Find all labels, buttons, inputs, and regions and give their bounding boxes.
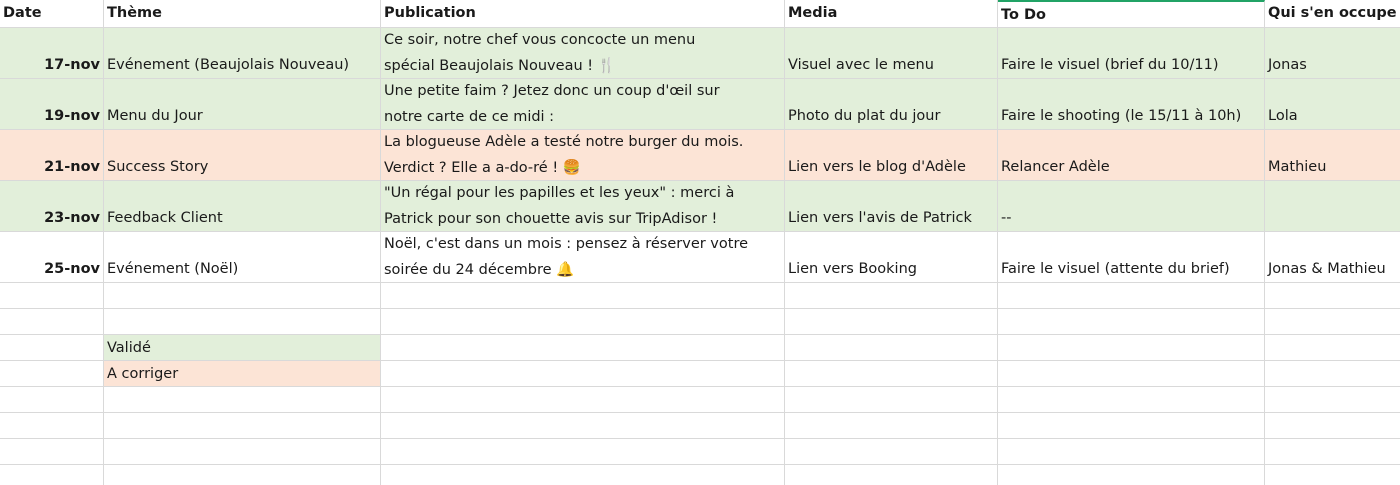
- todo-value: Faire le visuel (attente du brief): [1001, 261, 1230, 277]
- publication-line: Verdict ? Elle a a-do-ré ! 🍔: [384, 159, 581, 176]
- empty-cell[interactable]: [381, 309, 785, 335]
- header-owner[interactable]: Qui s'en occupe: [1265, 0, 1400, 28]
- media-value: Lien vers l'avis de Patrick: [788, 210, 972, 226]
- empty-cell[interactable]: [0, 335, 104, 361]
- media-cell[interactable]: [785, 28, 998, 79]
- empty-cell[interactable]: [1265, 387, 1400, 413]
- empty-cell[interactable]: [381, 465, 785, 485]
- theme-value: Success Story: [107, 159, 209, 175]
- media-cell[interactable]: [785, 130, 998, 181]
- empty-cell[interactable]: [0, 413, 104, 439]
- theme-cell[interactable]: [104, 28, 381, 79]
- todo-cell[interactable]: [998, 130, 1265, 181]
- empty-cell[interactable]: [785, 309, 998, 335]
- theme-cell[interactable]: [104, 232, 381, 283]
- legend-to-correct[interactable]: A corriger: [104, 361, 381, 387]
- theme-cell[interactable]: [104, 181, 381, 232]
- media-value: Visuel avec le menu: [788, 57, 934, 73]
- date-value: 17-nov: [44, 57, 100, 73]
- legend-row: [0, 361, 1400, 387]
- table-row: [0, 79, 1400, 130]
- owner-value: Jonas & Mathieu: [1268, 261, 1386, 277]
- empty-row: [0, 439, 1400, 465]
- empty-cell[interactable]: [381, 413, 785, 439]
- theme-value: Menu du Jour: [107, 108, 203, 124]
- empty-cell[interactable]: [1265, 309, 1400, 335]
- owner-value: Lola: [1268, 108, 1298, 124]
- publication-cell[interactable]: [381, 232, 785, 283]
- header-media[interactable]: Media: [785, 0, 998, 28]
- empty-cell[interactable]: [104, 283, 381, 309]
- publication-line: La blogueuse Adèle a testé notre burger du mois.: [384, 134, 744, 150]
- empty-cell[interactable]: [1265, 413, 1400, 439]
- empty-cell[interactable]: [785, 283, 998, 309]
- empty-cell[interactable]: [0, 465, 104, 485]
- publication-line: Noël, c'est dans un mois : pensez à réserver votre: [384, 236, 749, 252]
- empty-cell[interactable]: [1265, 439, 1400, 465]
- theme-value: Evénement (Beaujolais Nouveau): [107, 57, 350, 73]
- todo-cell[interactable]: [998, 28, 1265, 79]
- media-cell[interactable]: [785, 232, 998, 283]
- empty-row: [0, 283, 1400, 309]
- media-value: Lien vers Booking: [788, 261, 917, 277]
- empty-cell[interactable]: [998, 283, 1265, 309]
- legend-row: [0, 335, 1400, 361]
- table-row: [0, 130, 1400, 181]
- empty-cell[interactable]: [785, 361, 998, 387]
- empty-cell[interactable]: [381, 361, 785, 387]
- todo-value: --: [1001, 210, 1012, 226]
- empty-row: [0, 465, 1400, 485]
- theme-value: Evénement (Noël): [107, 261, 239, 277]
- empty-cell[interactable]: [104, 439, 381, 465]
- empty-cell[interactable]: [1265, 283, 1400, 309]
- publication-line: Ce soir, notre chef vous concocte un menu: [384, 32, 696, 48]
- empty-row: [0, 413, 1400, 439]
- empty-cell[interactable]: [0, 361, 104, 387]
- empty-cell[interactable]: [1265, 361, 1400, 387]
- publication-cell[interactable]: [381, 181, 785, 232]
- theme-value: Feedback Client: [107, 210, 223, 226]
- empty-cell[interactable]: [0, 283, 104, 309]
- todo-value: Relancer Adèle: [1001, 159, 1110, 175]
- empty-cell[interactable]: [0, 387, 104, 413]
- empty-cell[interactable]: [998, 439, 1265, 465]
- table-row: [0, 28, 1400, 79]
- publication-cell[interactable]: [381, 79, 785, 130]
- empty-cell[interactable]: [1265, 335, 1400, 361]
- publication-line: spécial Beaujolais Nouveau ! 🍴: [384, 57, 616, 74]
- date-value: 19-nov: [44, 108, 100, 124]
- empty-cell[interactable]: [785, 465, 998, 485]
- header-date[interactable]: Date: [0, 0, 104, 28]
- empty-cell[interactable]: [381, 335, 785, 361]
- empty-cell[interactable]: [0, 439, 104, 465]
- table-row: [0, 232, 1400, 283]
- empty-cell[interactable]: [785, 387, 998, 413]
- empty-cell[interactable]: [104, 413, 381, 439]
- date-value: 23-nov: [44, 210, 100, 226]
- publication-line: Patrick pour son chouette avis sur TripAdisor !: [384, 210, 718, 227]
- media-value: Lien vers le blog d'Adèle: [788, 159, 966, 175]
- todo-cell[interactable]: [998, 79, 1265, 130]
- media-value: Photo du plat du jour: [788, 108, 941, 124]
- owner-cell[interactable]: [1265, 28, 1400, 79]
- theme-cell[interactable]: [104, 79, 381, 130]
- legend-validated[interactable]: Validé: [104, 335, 381, 361]
- owner-cell[interactable]: [1265, 232, 1400, 283]
- publication-cell[interactable]: [381, 28, 785, 79]
- empty-row: [0, 309, 1400, 335]
- date-cell[interactable]: [0, 181, 104, 232]
- empty-cell[interactable]: [785, 439, 998, 465]
- empty-cell[interactable]: [998, 361, 1265, 387]
- empty-cell[interactable]: [104, 387, 381, 413]
- empty-cell[interactable]: [785, 335, 998, 361]
- empty-cell[interactable]: [104, 465, 381, 485]
- date-value: 25-nov: [44, 261, 100, 277]
- todo-cell[interactable]: [998, 181, 1265, 232]
- publication-line: Une petite faim ? Jetez donc un coup d'œil sur: [384, 83, 720, 99]
- publication-line: notre carte de ce midi :: [384, 108, 555, 125]
- owner-cell[interactable]: [1265, 130, 1400, 181]
- empty-cell[interactable]: [0, 309, 104, 335]
- empty-row: [0, 387, 1400, 413]
- date-value: 21-nov: [44, 159, 100, 175]
- header-publication[interactable]: Publication: [381, 0, 785, 28]
- publication-line: soirée du 24 décembre 🔔: [384, 261, 575, 278]
- date-cell[interactable]: [0, 130, 104, 181]
- todo-value: Faire le visuel (brief du 10/11): [1001, 57, 1219, 73]
- empty-cell[interactable]: [785, 413, 998, 439]
- header-row: [0, 0, 1400, 28]
- empty-cell[interactable]: [104, 309, 381, 335]
- empty-cell[interactable]: [381, 439, 785, 465]
- owner-value: Mathieu: [1268, 159, 1327, 175]
- header-todo[interactable]: To Do: [998, 0, 1265, 28]
- empty-cell[interactable]: [998, 309, 1265, 335]
- empty-cell[interactable]: [998, 335, 1265, 361]
- media-cell[interactable]: [785, 79, 998, 130]
- theme-cell[interactable]: [104, 130, 381, 181]
- owner-cell[interactable]: [1265, 181, 1400, 232]
- todo-value: Faire le shooting (le 15/11 à 10h): [1001, 108, 1242, 124]
- todo-cell[interactable]: [998, 232, 1265, 283]
- publication-cell[interactable]: [381, 130, 785, 181]
- empty-cell[interactable]: [1265, 465, 1400, 485]
- owner-cell[interactable]: [1265, 79, 1400, 130]
- table-row: [0, 181, 1400, 232]
- empty-cell[interactable]: [381, 283, 785, 309]
- empty-cell[interactable]: [998, 387, 1265, 413]
- date-cell[interactable]: [0, 232, 104, 283]
- empty-cell[interactable]: [381, 387, 785, 413]
- empty-cell[interactable]: [998, 413, 1265, 439]
- media-cell[interactable]: [785, 181, 998, 232]
- empty-cell[interactable]: [998, 465, 1265, 485]
- date-cell[interactable]: [0, 79, 104, 130]
- date-cell[interactable]: [0, 28, 104, 79]
- owner-value: Jonas: [1268, 57, 1307, 73]
- publication-line: "Un régal pour les papilles et les yeux" : merci à: [384, 185, 735, 201]
- header-theme[interactable]: Thème: [104, 0, 381, 28]
